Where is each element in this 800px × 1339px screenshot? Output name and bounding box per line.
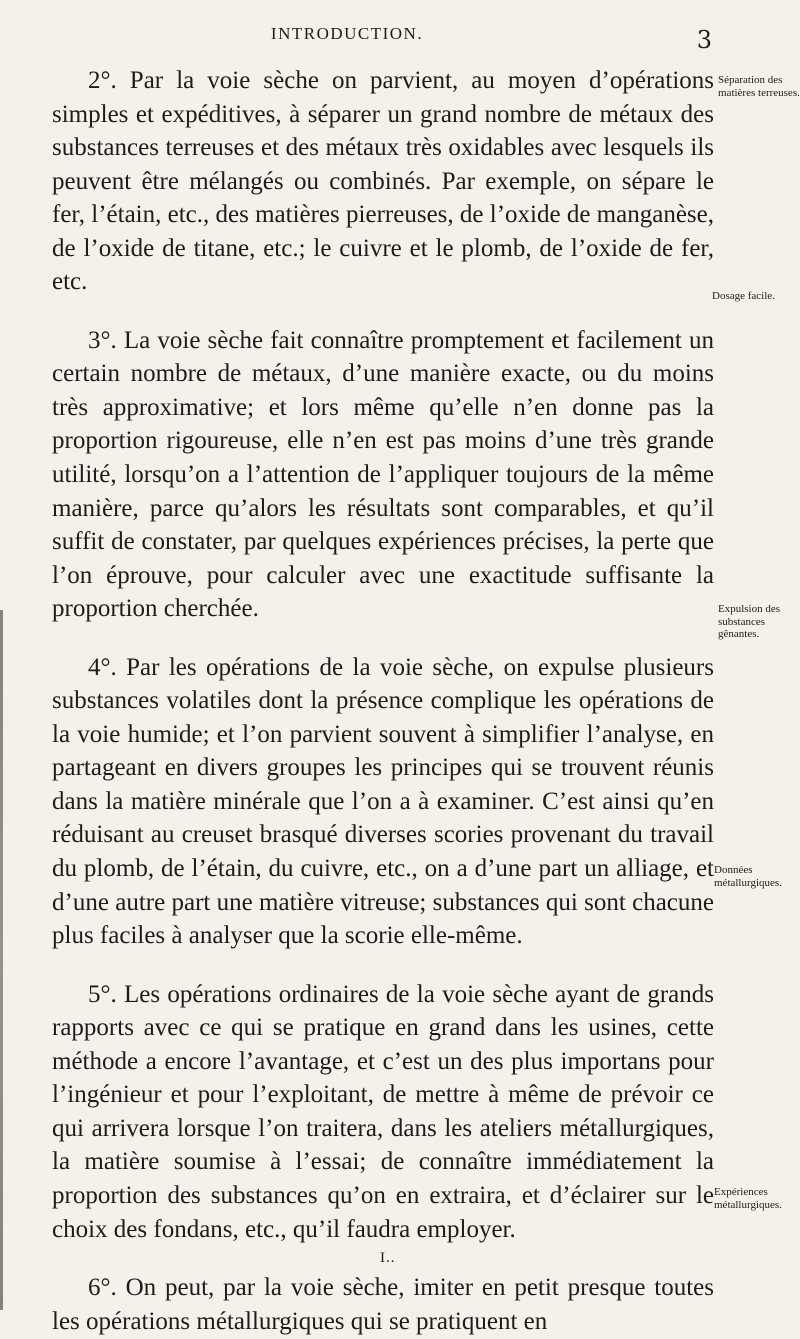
main-text-column bbox=[52, 64, 714, 1339]
margin-note-metallurgical-data: Données métallurgiques. bbox=[714, 864, 782, 889]
paragraph-metallurgical-experiments: 6°. On peut, par la voie sèche, imiter en petit presque toutes les opérations métallurgiques qui se pratiquent en bbox=[52, 1274, 714, 1335]
printer-signature: I.. bbox=[380, 1250, 396, 1266]
margin-note-dosage: Dosage facile. bbox=[712, 290, 775, 302]
running-header bbox=[52, 18, 712, 52]
margin-note-expulsion: Expulsion des substances gênantes. bbox=[718, 603, 781, 640]
paragraph-separation: 2°. Par la voie sèche on parvient, au moyen d’opérations simples et expéditives, à séparer un grand nombre de métaux des substances terreuses et des métaux très oxidables avec lesquels ils peuvent être mélangés ou combinés. Par exemple, on sépare le fer, l’étain, etc., des matières pierreuses, de l’oxide de manganèse, de l’oxide de titane, etc.; le cuivre et le plomb, de l’oxide de fer, etc. bbox=[52, 67, 714, 296]
margin-note-separation: Séparation des matières terreuses. bbox=[718, 74, 800, 99]
paragraph-dosage: 3°. La voie sèche fait connaître promptement et facilement un certain nombre de métaux, d’une manière exacte, ou du moins très approximative; et lors même qu’elle n’en donne pas la proportion rigoureuse, elle n’en est pas moins d’une très grande utilité, lorsqu’on a l’attention de l’appliquer toujours de la même manière, parce qu’alors les résultats sont comparables, et qu’il suffit de constater, par quelques expériences précises, la perte que l’on éprouve, pour calculer avec une exactitude suffisante la proportion cherchée. bbox=[52, 326, 714, 623]
paragraph-expulsion: 4°. Par les opérations de la voie sèche, on expulse plusieurs substances volatiles dont la présence complique les opérations de la voie humide; et l’on parvient souvent à simplifier l’analyse, en partageant en divers groupes les principes qui se trouvent réunis dans la matière minérale que l’on a à examiner. C’est ainsi qu’en réduisant au creuset brasqué diverses scories provenant du travail du plomb, de l’étain, du cuivre, etc., on a d’une part un alliage, et d’une autre part une matière vitreuse; substances qui sont chacune plus faciles à analyser que la scorie elle-même. bbox=[52, 653, 714, 950]
page-edge-shadow bbox=[0, 610, 3, 1310]
page-number: 3 bbox=[696, 26, 712, 54]
paragraph-metallurgical-data: 5°. Les opérations ordinaires de la voie sèche ayant de grands rapports avec ce qui se pratique en grand dans les usines, cette méthode a encore l’avantage, et c’est un des plus importans pour l’ingénieur et pour l’exploitant, de mettre à même de prévoir ce qui arrivera lorsque l’on traitera, dans les ateliers métallurgiques, la matière soumise à l’essai; de connaître immédiatement la proportion des substances qu’on en extraira, et d’éclairer sur le choix des fondans, etc., qu’il faudra employer. bbox=[52, 980, 714, 1243]
page-header-title: INTRODUCTION. bbox=[270, 24, 424, 43]
margin-note-metallurgical-experiments: Expériences métallurgiques. bbox=[714, 1186, 782, 1211]
